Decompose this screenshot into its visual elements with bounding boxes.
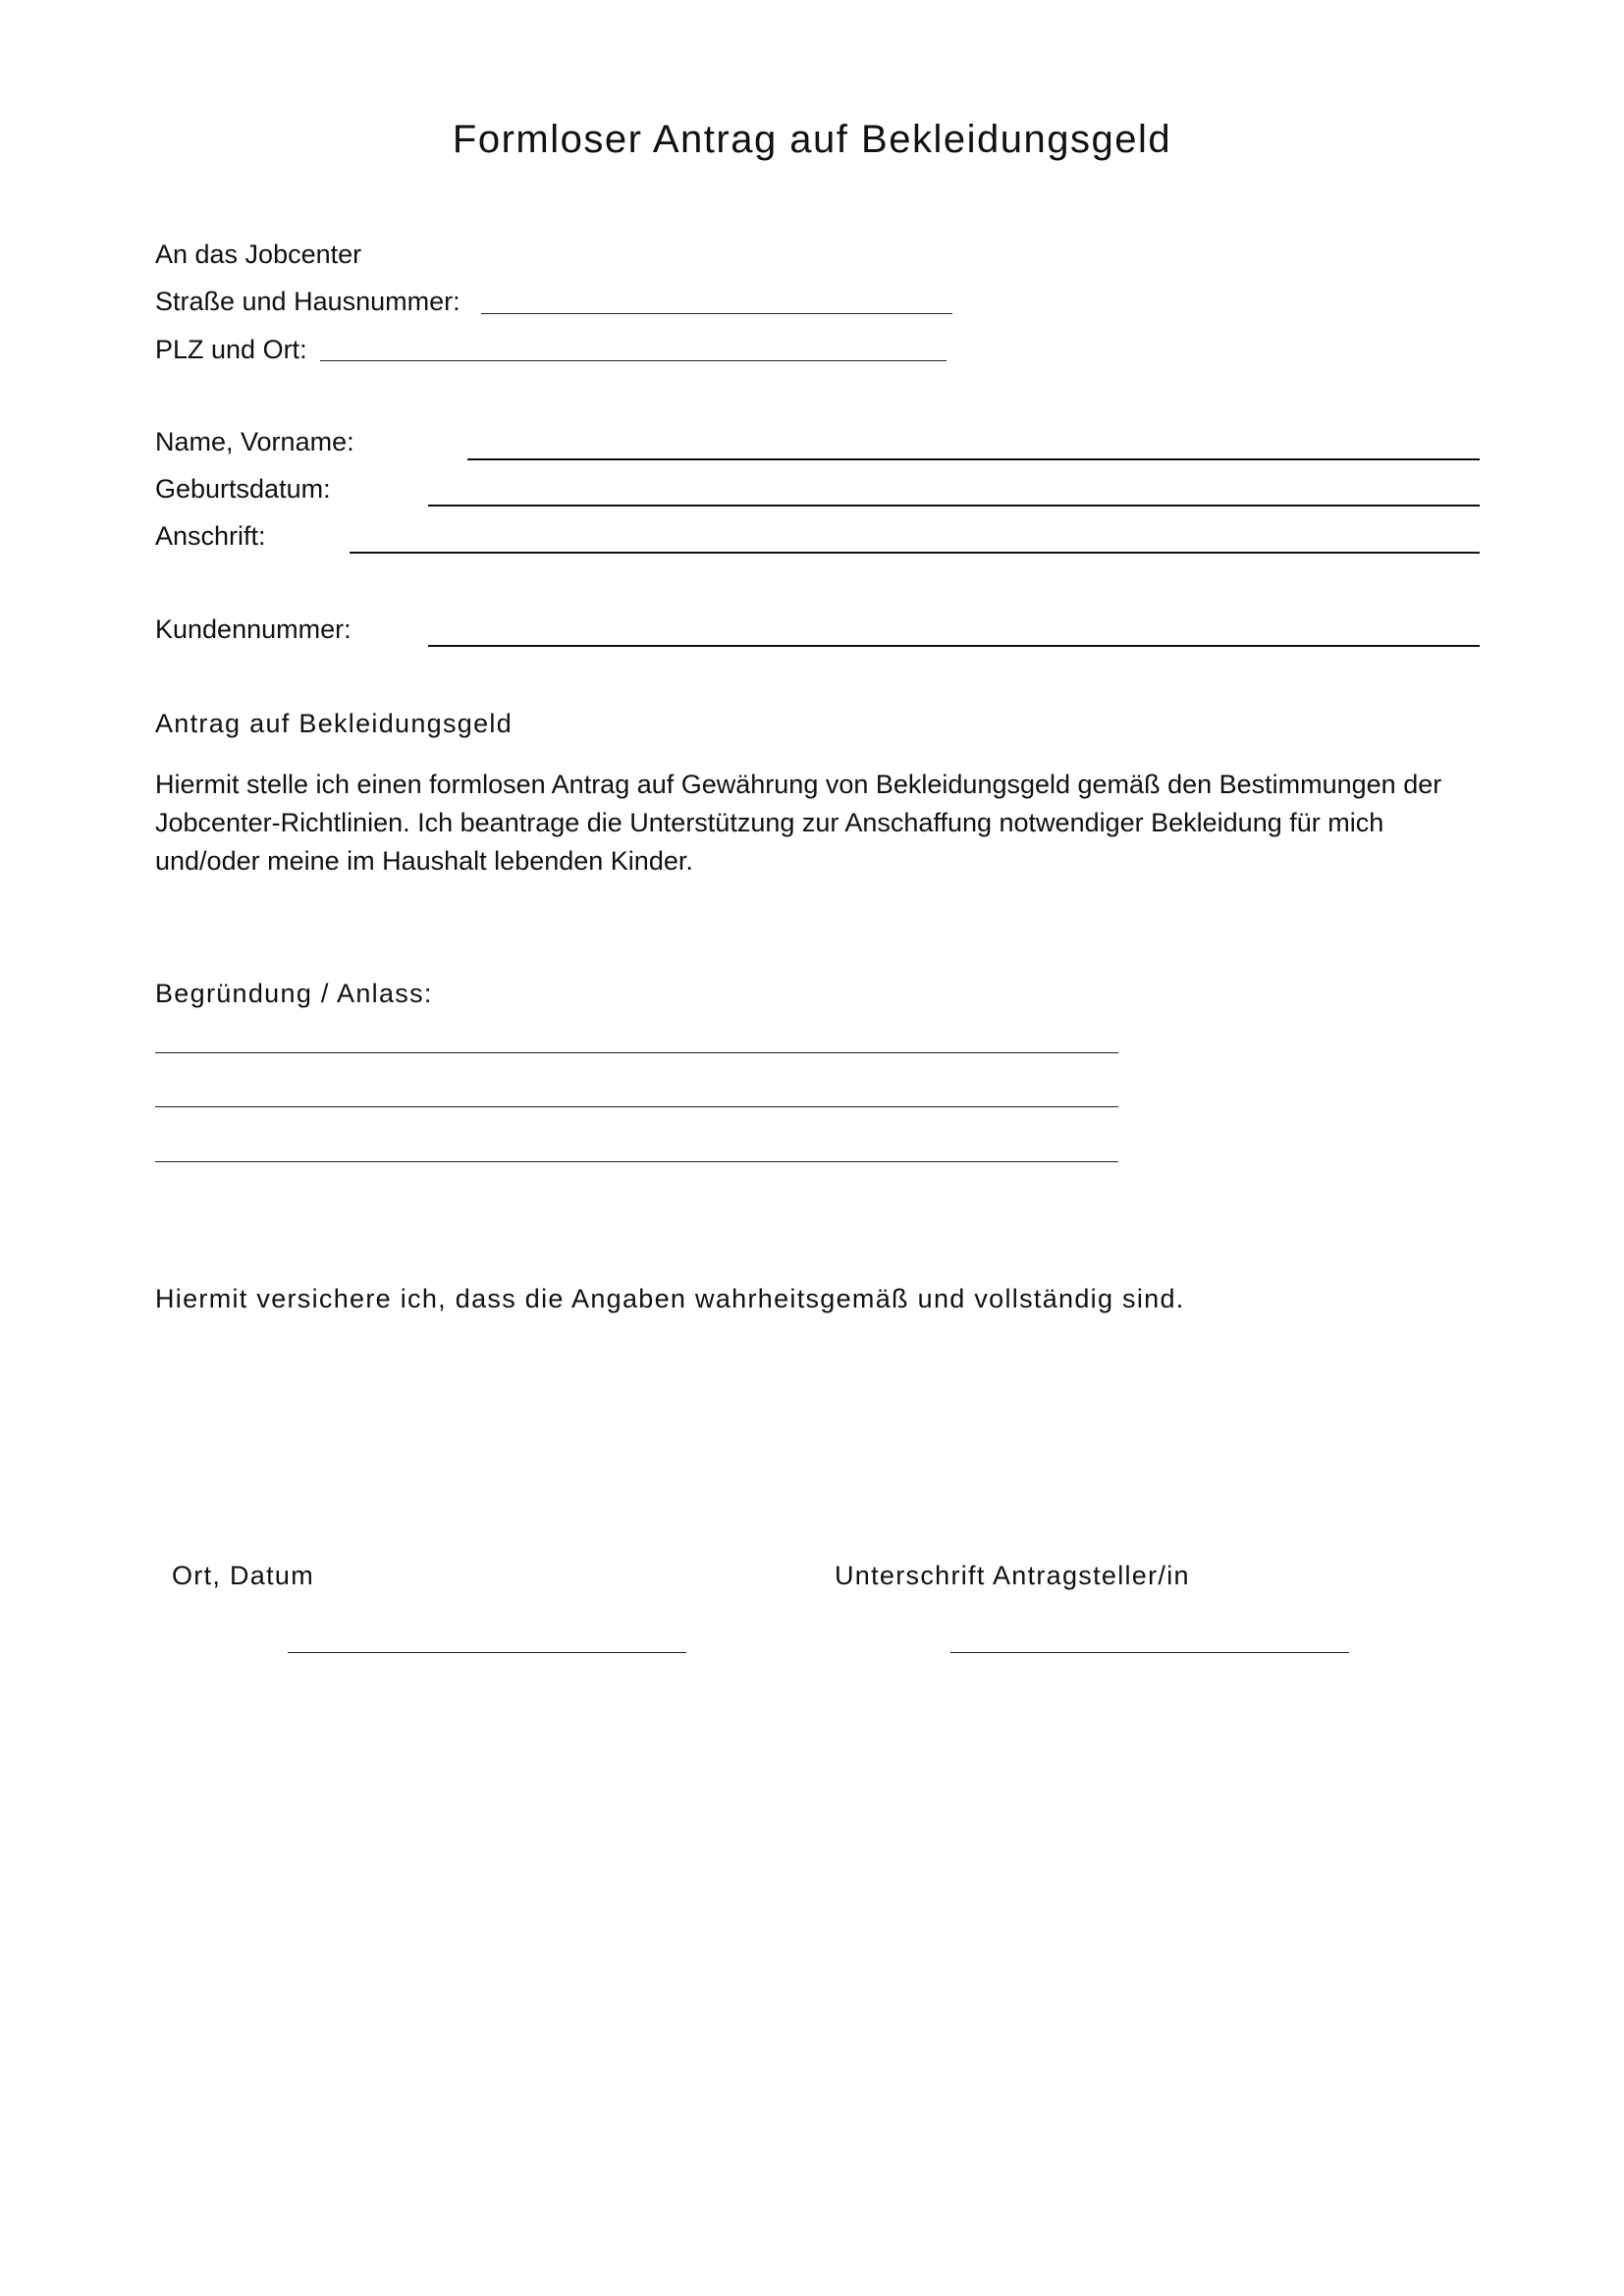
place-date-label: Ort, Datum xyxy=(172,1561,315,1590)
birthdate-label: Geburtsdatum: xyxy=(155,474,331,504)
recipient-heading: An das Jobcenter xyxy=(155,240,362,269)
name-input[interactable] xyxy=(467,458,1480,460)
reason-line-3[interactable] xyxy=(155,1161,1118,1162)
street-input[interactable] xyxy=(481,313,952,314)
birthdate-input[interactable] xyxy=(428,505,1480,507)
page-title: Formloser Antrag auf Bekleidungsgeld xyxy=(452,118,1172,161)
city-label: PLZ und Ort: xyxy=(155,335,307,364)
request-text: Hiermit stelle ich einen formlosen Antrag auf Gewährung von Bekleidungsgeld gemäß den Bestimmungen der Jobcenter-Richtlinien. Ich beantrage die Unterstützung zur Anschaffung notwendiger Bekleidung für mich und/oder meine im Haushalt lebenden Kinder. xyxy=(155,770,1442,876)
city-input[interactable] xyxy=(320,360,947,361)
street-label: Straße und Hausnummer: xyxy=(155,287,460,316)
customer-number-label: Kundennummer: xyxy=(155,614,352,644)
customer-number-input[interactable] xyxy=(428,645,1480,647)
signature-label: Unterschrift Antragsteller/in xyxy=(835,1561,1190,1590)
address-label: Anschrift: xyxy=(155,521,266,551)
reason-line-1[interactable] xyxy=(155,1052,1118,1053)
request-heading: Antrag auf Bekleidungsgeld xyxy=(155,709,514,738)
address-input[interactable] xyxy=(350,552,1480,554)
declaration-text: Hiermit versichere ich, dass die Angaben wahrheitsgemäß und vollständig sind. xyxy=(155,1284,1185,1313)
signature-input[interactable] xyxy=(950,1652,1349,1653)
name-label: Name, Vorname: xyxy=(155,427,354,456)
reason-label: Begründung / Anlass: xyxy=(155,979,433,1008)
reason-line-2[interactable] xyxy=(155,1106,1118,1107)
place-date-input[interactable] xyxy=(288,1652,686,1653)
